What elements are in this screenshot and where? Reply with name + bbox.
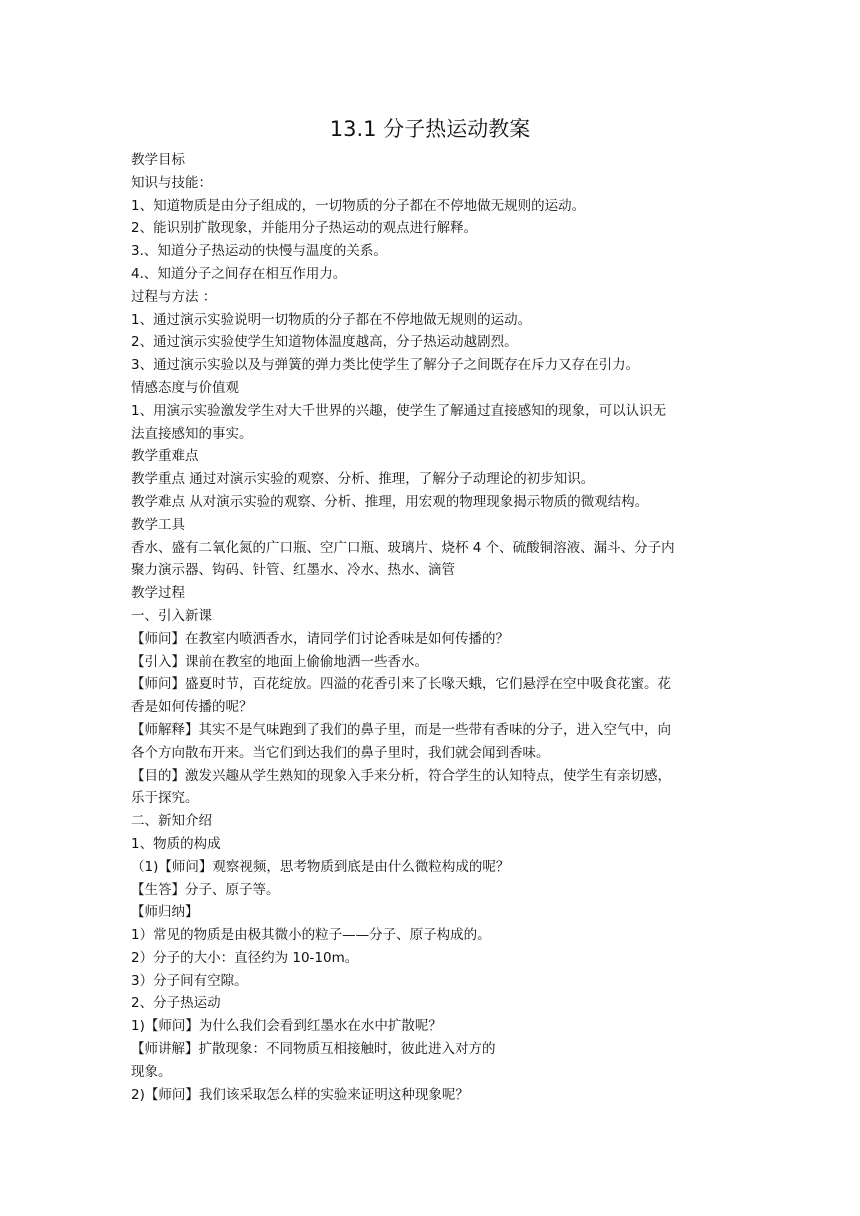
text-line: 教学过程 (131, 585, 185, 602)
text-line: 1、通过演示实验说明一切物质的分子都在不停地做无规则的运动。 (131, 311, 532, 328)
text-line: 香水、盛有二氧化氮的广口瓶、空广口瓶、玻璃片、烧杯 4 个、硫酸铜溶液、漏斗、分子内 (131, 539, 675, 556)
text-line: 【师解释】其实不是气味跑到了我们的鼻子里，而是一些带有香味的分子，进入空气中，向 (131, 721, 671, 738)
text-line: 1、物质的构成 (131, 835, 221, 852)
text-line: 【师归纳】 (131, 904, 199, 921)
text-line: 教学难点 从对演示实验的观察、分析、推理，用宏观的物理现象揭示物质的微观结构。 (131, 493, 649, 510)
text-line: 【师问】盛夏时节，百花绽放。四溢的花香引来了长喙天蛾，它们悬浮在空中吸食花蜜。花 (131, 676, 671, 693)
text-line: 知识与技能： (131, 174, 212, 191)
text-line: 3、通过演示实验以及与弹簧的弹力类比使学生了解分子之间既存在斥力又存在引力。 (131, 357, 640, 374)
text-line: 2）分子的大小：直径约为 10-10m。 (131, 949, 359, 966)
text-line: 【引入】课前在教室的地面上偷偷地洒一些香水。 (131, 653, 428, 670)
text-line: 4.、知道分子之间存在相互作用力。 (131, 265, 347, 282)
text-line: 教学目标 (131, 152, 185, 168)
text-line: 【师问】在教室内喷洒香水，请同学们讨论香味是如何传播的？ (131, 630, 509, 647)
text-line: 2、能识别扩散现象，并能用分子热运动的观点进行解释。 (131, 220, 478, 237)
text-line: 一、引入新课 (131, 607, 212, 624)
text-line: 1、知道物质是由分子组成的，一切物质的分子都在不停地做无规则的运动。 (131, 197, 586, 214)
text-line: 1、用演示实验激发学生对大千世界的兴趣，使学生了解通过直接感知的现象，可以认识无 (131, 402, 667, 419)
text-line: 聚力演示器、钩码、针管、红墨水、冷水、热水、滴管 (131, 562, 455, 579)
text-line: 教学工具 (131, 516, 185, 533)
text-line: 2、通过演示实验使学生知道物体温度越高，分子热运动越剧烈。 (131, 334, 518, 351)
document-title: 13.1 分子热运动教案 (329, 117, 531, 141)
text-line: 乐于探究。 (131, 790, 199, 807)
text-line: 【师讲解】扩散现象：不同物质互相接触时，彼此进入对方的 (131, 1041, 496, 1058)
text-line: （1)【师问】观察视频，思考物质到底是由什么微粒构成的呢？ (131, 858, 510, 875)
text-line: 1)【师问】为什么我们会看到红墨水在水中扩散呢？ (131, 1018, 442, 1035)
text-line: 3.、知道分子热运动的快慢与温度的关系。 (131, 243, 387, 260)
text-line: 【生答】分子、原子等。 (131, 881, 280, 898)
text-line: 教学重点 通过对演示实验的观察、分析、推理，了解分子动理论的初步知识。 (131, 471, 595, 488)
text-line: 3）分子间有空隙。 (131, 972, 248, 989)
text-line: 法直接感知的事实。 (131, 425, 253, 442)
text-line: 2)【师问】我们该采取怎么样的实验来证明这种现象呢？ (131, 1086, 469, 1103)
text-line: 各个方向散布开来。当它们到达我们的鼻子里时，我们就会闻到香味。 (131, 744, 550, 761)
text-line: 【目的】激发兴趣从学生熟知的现象入手来分析，符合学生的认知特点，使学生有亲切感， (131, 767, 671, 784)
text-line: 1）常见的物质是由极其微小的粒子——分子、原子构成的。 (131, 927, 491, 944)
text-line: 情感态度与价值观 (131, 379, 239, 396)
document-body (131, 149, 731, 1106)
text-line: 过程与方法 ： (131, 288, 217, 305)
text-line: 2、分子热运动 (131, 995, 221, 1012)
text-line: 教学重难点 (131, 448, 199, 465)
text-line: 二、新知介绍 (131, 813, 212, 830)
text-line: 香是如何传播的呢？ (131, 699, 253, 716)
text-line: 现象。 (131, 1063, 172, 1080)
